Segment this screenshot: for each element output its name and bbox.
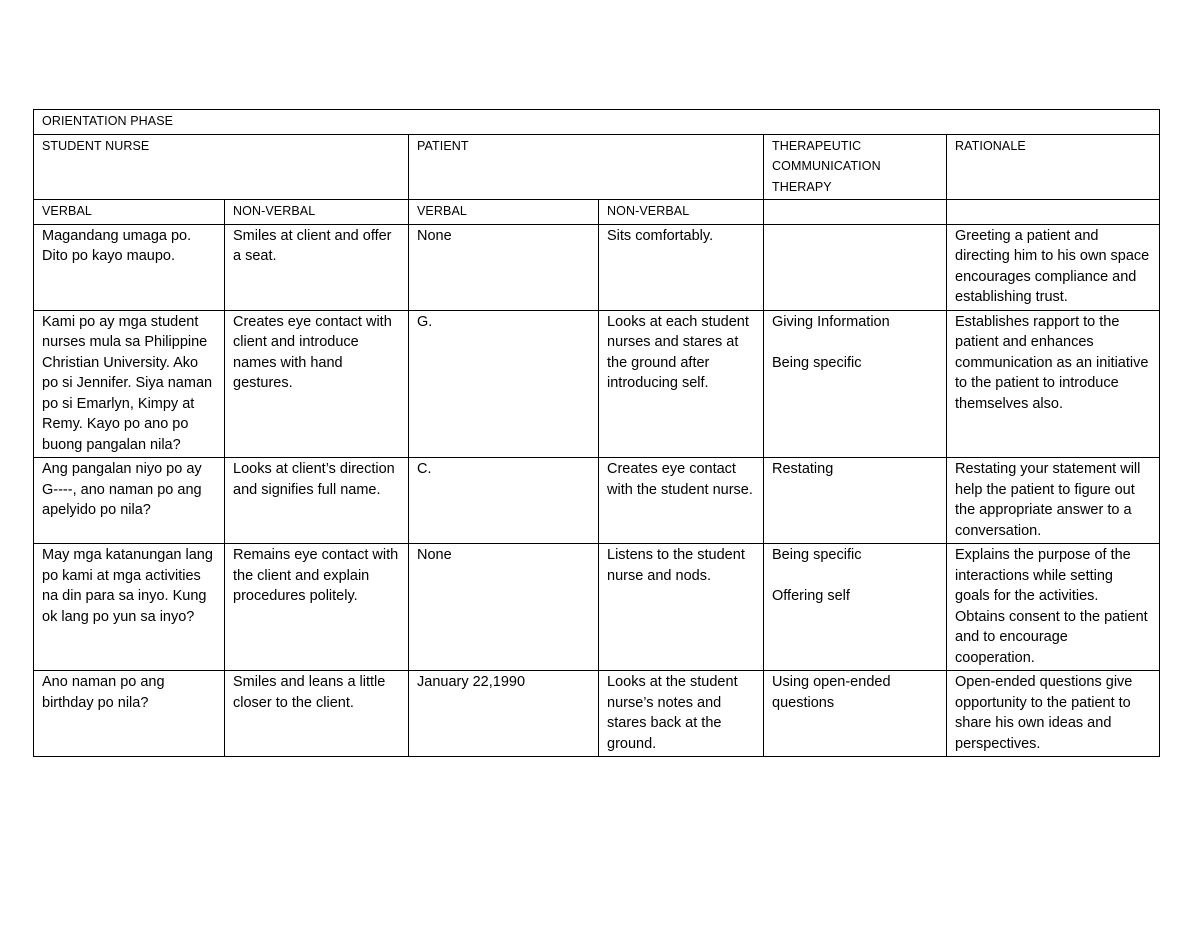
cell-technique <box>764 224 947 310</box>
phase-title-row <box>34 110 1160 135</box>
cell-pt-verbal: G. <box>409 310 599 458</box>
table-row <box>34 310 1160 458</box>
cell-technique: Restating <box>764 458 947 544</box>
subheader-sn-nonverbal: NON-VERBAL <box>225 200 409 225</box>
cell-rationale: Greeting a patient and directing him to his own space encourages compliance and establishing trust. <box>947 224 1160 310</box>
header-therapeutic-communication: THERAPEUTIC COMMUNICATION THERAPY <box>764 134 947 200</box>
subheader-empty-rationale <box>947 200 1160 225</box>
subheader-empty-technique <box>764 200 947 225</box>
subheader-pt-nonverbal: NON-VERBAL <box>599 200 764 225</box>
cell-rationale: Explains the purpose of the interactions while setting goals for the activities. Obtains consent to the patient and to encourage cooperation. <box>947 544 1160 671</box>
header-rationale: RATIONALE <box>947 134 1160 200</box>
cell-sn-nonverbal: Creates eye contact with client and introduce names with hand gestures. <box>225 310 409 458</box>
subheader-sn-verbal: VERBAL <box>34 200 225 225</box>
header-patient: PATIENT <box>409 134 764 200</box>
cell-sn-nonverbal: Looks at client’s direction and signifies full name. <box>225 458 409 544</box>
cell-pt-verbal: C. <box>409 458 599 544</box>
cell-sn-verbal: Ano naman po ang birthday po nila? <box>34 671 225 757</box>
cell-pt-verbal: January 22,1990 <box>409 671 599 757</box>
cell-sn-nonverbal: Smiles and leans a little closer to the client. <box>225 671 409 757</box>
subheader-pt-verbal: VERBAL <box>409 200 599 225</box>
phase-title: ORIENTATION PHASE <box>34 110 1160 135</box>
table-row <box>34 544 1160 671</box>
cell-sn-nonverbal: Remains eye contact with the client and explain procedures politely. <box>225 544 409 671</box>
cell-pt-nonverbal: Listens to the student nurse and nods. <box>599 544 764 671</box>
cell-pt-nonverbal: Looks at the student nurse’s notes and stares back at the ground. <box>599 671 764 757</box>
cell-pt-nonverbal: Sits comfortably. <box>599 224 764 310</box>
orientation-phase-table <box>33 109 1160 757</box>
cell-sn-verbal: May mga katanungan lang po kami at mga activities na din para sa inyo. Kung ok lang po yun sa inyo? <box>34 544 225 671</box>
subheader-row <box>34 200 1160 225</box>
cell-pt-verbal: None <box>409 544 599 671</box>
header-row <box>34 134 1160 200</box>
cell-technique: Giving Information Being specific <box>764 310 947 458</box>
table-row <box>34 458 1160 544</box>
cell-technique: Being specific Offering self <box>764 544 947 671</box>
table-row <box>34 671 1160 757</box>
cell-sn-verbal: Kami po ay mga student nurses mula sa Philippine Christian University. Ako po si Jennifer. Siya naman po si Emarlyn, Kimpy at Remy. Kayo po ano po buong pangalan nila? <box>34 310 225 458</box>
table-row <box>34 224 1160 310</box>
cell-pt-nonverbal: Looks at each student nurses and stares at the ground after introducing self. <box>599 310 764 458</box>
cell-sn-verbal: Ang pangalan niyo po ay G----, ano naman po ang apelyido po nila? <box>34 458 225 544</box>
header-student-nurse: STUDENT NURSE <box>34 134 409 200</box>
cell-pt-nonverbal: Creates eye contact with the student nurse. <box>599 458 764 544</box>
cell-pt-verbal: None <box>409 224 599 310</box>
cell-rationale: Restating your statement will help the patient to figure out the appropriate answer to a conversation. <box>947 458 1160 544</box>
cell-rationale: Establishes rapport to the patient and enhances communication as an initiative to the patient to introduce themselves also. <box>947 310 1160 458</box>
cell-sn-verbal: Magandang umaga po. Dito po kayo maupo. <box>34 224 225 310</box>
cell-technique: Using open-ended questions <box>764 671 947 757</box>
cell-rationale: Open-ended questions give opportunity to the patient to share his own ideas and perspectives. <box>947 671 1160 757</box>
cell-sn-nonverbal: Smiles at client and offer a seat. <box>225 224 409 310</box>
